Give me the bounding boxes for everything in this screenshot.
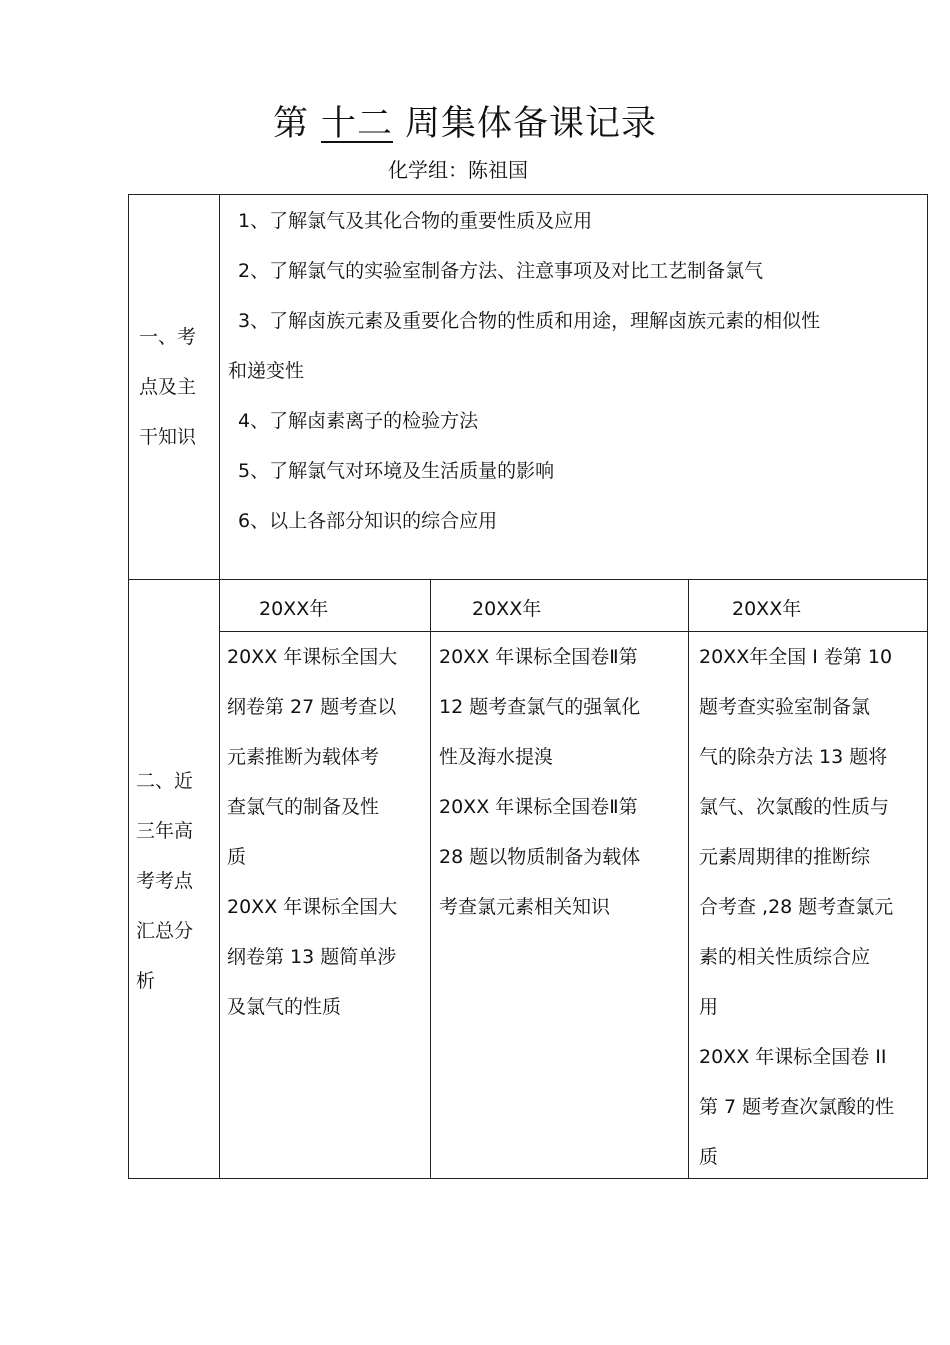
section1-label-line: 一、考 bbox=[139, 326, 197, 348]
analysis-line: 质 bbox=[699, 1146, 719, 1168]
analysis-line: 性及海水提溴 bbox=[439, 746, 554, 768]
analysis-line: 质 bbox=[227, 846, 247, 868]
objective-item: 1、了解氯气及其化合物的重要性质及应用 bbox=[238, 210, 593, 232]
year-column-divider-2 bbox=[688, 579, 689, 1179]
section2-label-line: 汇总分 bbox=[136, 920, 194, 942]
analysis-line: 及氯气的性质 bbox=[227, 996, 342, 1018]
table-border-left bbox=[128, 194, 129, 1179]
year-header-1: 20XX年 bbox=[259, 598, 329, 620]
analysis-line: 20XX 年课标全国卷Ⅱ第 bbox=[439, 796, 638, 818]
section-divider bbox=[128, 579, 928, 580]
label-column-divider bbox=[219, 194, 220, 1179]
page-title bbox=[0, 96, 930, 146]
analysis-line: 20XX 年课标全国卷 II bbox=[699, 1046, 887, 1068]
section1-label bbox=[139, 312, 196, 462]
section2-label-line: 考考点 bbox=[136, 870, 194, 892]
title-prefix: 第 bbox=[272, 104, 309, 144]
section2-label-line: 二、近 bbox=[136, 770, 194, 792]
analysis-line: 氯气、次氯酸的性质与 bbox=[699, 796, 890, 818]
analysis-line: 20XX年全国 Ⅰ 卷第 10 bbox=[699, 646, 893, 668]
analysis-line: 纲卷第 13 题简单涉 bbox=[227, 946, 397, 968]
analysis-line: 20XX 年课标全国卷Ⅱ第 bbox=[439, 646, 638, 668]
exam-analysis-col-3 bbox=[699, 632, 894, 1182]
analysis-line: 第 7 题考查次氯酸的性 bbox=[699, 1096, 895, 1118]
objective-item: 2、了解氯气的实验室制备方法、注意事项及对比工艺制备氯气 bbox=[238, 260, 764, 282]
year-header-2: 20XX年 bbox=[472, 598, 542, 620]
analysis-line: 查氯气的制备及性 bbox=[227, 796, 380, 818]
objective-item: 4、了解卤素离子的检验方法 bbox=[238, 410, 479, 432]
analysis-line: 28 题以物质制备为载体 bbox=[439, 846, 641, 868]
analysis-line: 12 题考查氯气的强氧化 bbox=[439, 696, 641, 718]
objective-item: 3、了解卤族元素及重要化合物的性质和用途，理解卤族元素的相似性 bbox=[238, 310, 821, 332]
analysis-line: 合考查 ,28 题考查氯元 bbox=[699, 896, 894, 918]
table-border-right bbox=[927, 194, 928, 1179]
subtitle: 化学组：陈祖国 bbox=[388, 158, 528, 182]
exam-analysis-col-1 bbox=[227, 632, 397, 1032]
analysis-line: 题考查实验室制备氯 bbox=[699, 696, 871, 718]
section1-label-line: 点及主 bbox=[139, 376, 197, 398]
section1-label-line: 干知识 bbox=[139, 426, 197, 448]
year-column-divider-1 bbox=[430, 579, 431, 1179]
objective-item: 6、以上各部分知识的综合应用 bbox=[238, 510, 498, 532]
analysis-line: 20XX 年课标全国大 bbox=[227, 646, 398, 668]
analysis-line: 纲卷第 27 题考查以 bbox=[227, 696, 397, 718]
section2-label bbox=[136, 756, 193, 1006]
analysis-line: 用 bbox=[699, 996, 719, 1018]
analysis-line: 素的相关性质综合应 bbox=[699, 946, 871, 968]
analysis-line: 元素周期律的推断综 bbox=[699, 846, 871, 868]
title-suffix: 周集体备课记录 bbox=[405, 104, 658, 144]
analysis-line: 元素推断为载体考 bbox=[227, 746, 380, 768]
week-number: 十二 bbox=[320, 104, 393, 144]
analysis-line: 考查氯元素相关知识 bbox=[439, 896, 611, 918]
objective-item: 5、了解氯气对环境及生活质量的影响 bbox=[238, 460, 555, 482]
exam-analysis-col-2 bbox=[439, 632, 640, 932]
table-border-top bbox=[128, 194, 928, 195]
analysis-line: 气的除杂方法 13 题将 bbox=[699, 746, 888, 768]
year-header-3: 20XX年 bbox=[732, 598, 802, 620]
objective-item-continuation: 和递变性 bbox=[228, 360, 305, 382]
section2-label-line: 析 bbox=[136, 970, 156, 992]
section2-label-line: 三年高 bbox=[136, 820, 194, 842]
analysis-line: 20XX 年课标全国大 bbox=[227, 896, 398, 918]
